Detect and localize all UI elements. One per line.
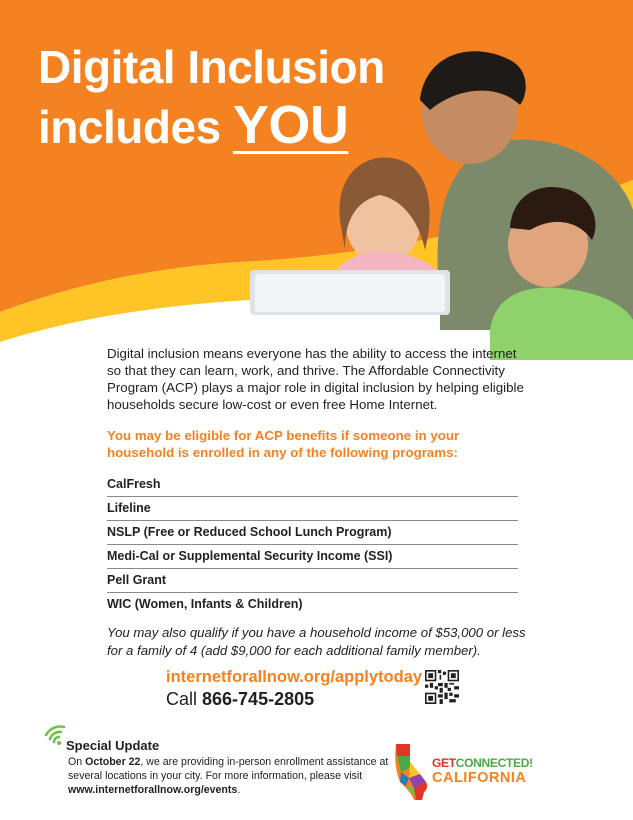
intro-paragraph: Digital inclusion means everyone has the ability to access the internet so that they can learn, work, and thrive. The Affordable Connectivity Program (ACP) plays a major role in digital inclusion by helping eligible households secure low-cost or even free Home Internet. <box>107 346 524 412</box>
headline-prefix: includes <box>38 101 233 153</box>
update-text-end: . <box>237 784 241 796</box>
program-item: WIC (Women, Infants & Children) <box>107 597 303 611</box>
headline-emphasis: YOU <box>232 95 349 155</box>
get-connected-logo <box>392 742 532 804</box>
program-item: Lifeline <box>107 497 518 521</box>
main-content <box>107 345 527 660</box>
headline <box>38 38 385 156</box>
program-item: CalFresh <box>107 473 518 497</box>
phone-number[interactable]: 866-745-2805 <box>202 689 315 709</box>
qr-code-icon <box>425 670 459 704</box>
hero-banner <box>0 0 633 380</box>
headline-line-2 <box>38 96 385 156</box>
headline-line-1: Digital Inclusion <box>38 41 385 93</box>
logo-title <box>432 756 533 770</box>
california-map-icon <box>392 742 432 804</box>
logo-state: CALIFORNIA <box>432 770 527 786</box>
call-prefix: Call <box>166 689 203 709</box>
program-item: NSLP (Free or Reduced School Lunch Program) <box>107 521 518 545</box>
update-date: October 22 <box>85 756 141 768</box>
update-text-start: On <box>68 756 86 768</box>
logo-connected: CONNECTED! <box>455 756 533 770</box>
apply-block <box>166 667 422 711</box>
income-note: You may also qualify if you have a household income of $53,000 or less for a family of 4 (add $9,000 for each additional family member). <box>107 625 526 658</box>
wifi-icon <box>44 725 68 747</box>
logo-get: GET <box>432 756 456 770</box>
program-item: Medi-Cal or Supplemental Security Income (SSI) <box>107 545 518 569</box>
call-line <box>166 687 422 711</box>
update-text-middle: , we are providing in-person enrollment assistance at several locations in your city. For more information, please visit <box>68 756 389 782</box>
events-link[interactable]: www.internetforallnow.org/events <box>68 784 238 796</box>
eligibility-heading: You may be eligible for ACP benefits if someone in your household is enrolled in any of the following programs: <box>107 428 460 460</box>
update-title: Special Update <box>66 738 160 753</box>
apply-link[interactable]: internetforallnow.org/applytoday <box>166 668 423 686</box>
program-item: Pell Grant <box>107 569 518 593</box>
program-list <box>107 473 518 616</box>
update-body <box>68 755 398 797</box>
